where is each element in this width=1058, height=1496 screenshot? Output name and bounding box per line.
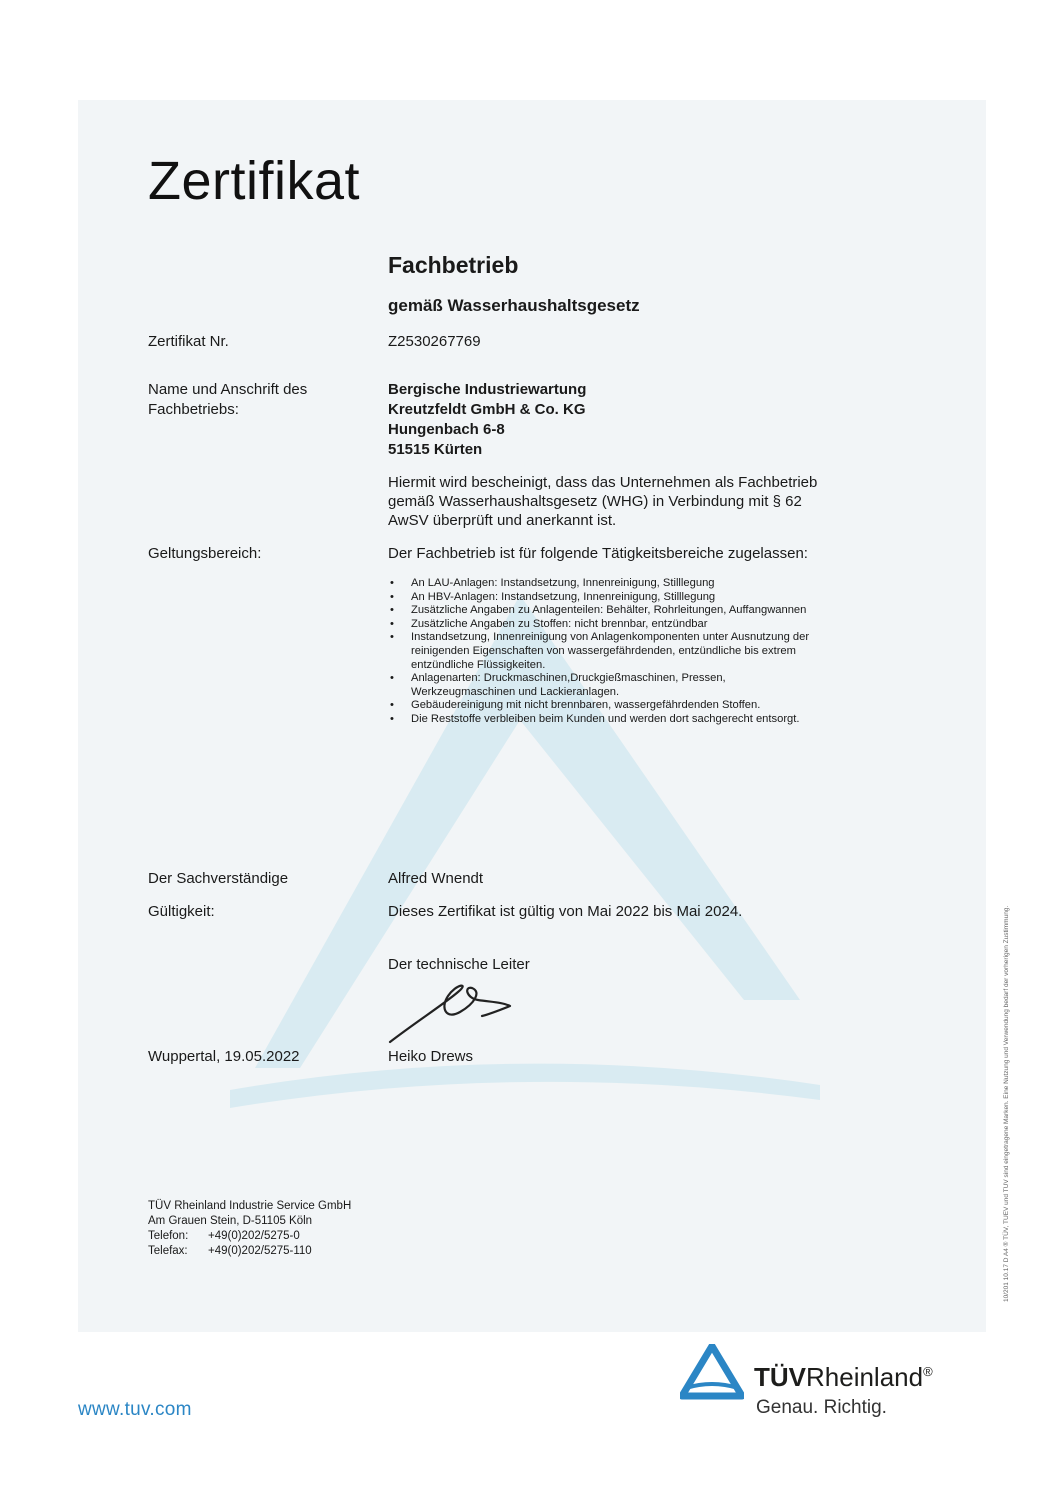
statement-line: AwSV überprüft und anerkannt ist.	[388, 512, 617, 529]
issuer-company: TÜV Rheinland Industrie Service GmbH	[148, 1200, 352, 1212]
phone-number: +49(0)202/5275-0	[208, 1230, 300, 1242]
expert-name: Alfred Wnendt	[388, 870, 484, 887]
brand-name: TÜVRheinland®	[754, 1362, 933, 1392]
trademark-side-note: 10/201 10.17 D A4 ® TÜV, TUEV und TUV sind eingetragene Marken. Eine Nutzung und Verwendung bedarf der vorherigen Zustimmung.	[1003, 905, 1010, 1302]
bullet-icon: •	[390, 617, 394, 630]
address-line: 51515 Kürten	[388, 441, 483, 458]
bullet-icon: •	[390, 604, 394, 617]
scope-item: • Zusätzliche Angaben zu Stoffen: nicht brennbar, entzündbar	[390, 617, 708, 630]
bullet-icon: •	[390, 672, 394, 685]
address-line: Kreutzfeldt GmbH & Co. KG	[388, 401, 586, 418]
document-title: Zertifikat	[148, 151, 361, 211]
certification-statement	[388, 473, 888, 530]
issuer-footer	[148, 1199, 351, 1259]
statement-line: Hiermit wird bescheinigt, dass das Unternehmen als Fachbetrieb	[388, 474, 818, 491]
cert-no-label: Zertifikat Nr.	[148, 333, 229, 350]
address-line: Hungenbach 6-8	[388, 421, 505, 438]
bullet-icon: •	[390, 699, 394, 712]
address-label-line: Name und Anschrift des	[148, 381, 308, 398]
tuv-logo-icon	[680, 1344, 744, 1400]
expert-label: Der Sachverständige	[148, 870, 289, 887]
scope-item: • Anlagenarten: Druckmaschinen,Druckgießmaschinen, Pressen, Werkzeugmaschinen und Lackieranlagen.	[390, 672, 726, 698]
phone-label: Telefon:	[148, 1230, 189, 1242]
issuer-street: Am Grauen Stein, D-51105 Köln	[148, 1215, 313, 1227]
scope-label: Geltungsbereich:	[148, 545, 262, 562]
bullet-icon: •	[390, 712, 394, 725]
validity-text: Dieses Zertifikat ist gültig von Mai 2022 bis Mai 2024.	[388, 903, 743, 920]
address-line: Bergische Industriewartung	[388, 381, 587, 398]
scope-item: • An LAU-Anlagen: Instandsetzung, Innenreinigung, Stilllegung	[390, 577, 715, 589]
fax-label: Telefax:	[148, 1245, 188, 1257]
scope-item: • Zusätzliche Angaben zu Anlagenteilen: Behälter, Rohrleitungen, Auffangwannen	[390, 604, 807, 617]
scope-item: • Gebäudereinigung mit nicht brennbaren, wassergefährdenden Stoffen.	[390, 699, 761, 712]
website-link[interactable]: www.tuv.com	[78, 1399, 192, 1420]
validity-label: Gültigkeit:	[148, 903, 215, 920]
company-address	[388, 380, 586, 460]
scope-item: • Instandsetzung, Innenreinigung von Anlagenkomponenten unter Ausnutzung der reinigenden Eigenschaften von wassergefährdenden, entzündliche bis extrem entzündliche Flüssigkeiten.	[390, 631, 810, 671]
signature	[386, 978, 526, 1048]
scope-item: • An HBV-Anlagen: Instandsetzung, Innenreinigung, Stilllegung	[390, 590, 716, 603]
scope-item: • Die Reststoffe verbleiben beim Kunden und werden dort sachgerecht entsorgt.	[390, 712, 800, 725]
signatory-name: Heiko Drews	[388, 1048, 474, 1065]
bullet-icon: •	[390, 631, 394, 644]
brand-claim: Genau. Richtig.	[756, 1397, 887, 1418]
certificate-subheading: gemäß Wasserhaushaltsgesetz	[388, 296, 640, 315]
address-label-line: Fachbetriebs:	[148, 401, 239, 418]
certificate-heading: Fachbetrieb	[388, 252, 519, 278]
scope-list	[388, 577, 918, 727]
technical-lead-label: Der technische Leiter	[388, 956, 530, 973]
fax-number: +49(0)202/5275-110	[208, 1245, 312, 1257]
bullet-icon: •	[390, 590, 394, 603]
address-label	[148, 380, 307, 420]
statement-line: gemäß Wasserhaushaltsgesetz (WHG) in Verbindung mit § 62	[388, 493, 802, 510]
bullet-icon: •	[390, 577, 394, 589]
cert-no-value: Z2530267769	[388, 333, 481, 350]
place-date: Wuppertal, 19.05.2022	[148, 1048, 300, 1065]
scope-intro: Der Fachbetrieb ist für folgende Tätigkeitsbereiche zugelassen:	[388, 545, 808, 562]
